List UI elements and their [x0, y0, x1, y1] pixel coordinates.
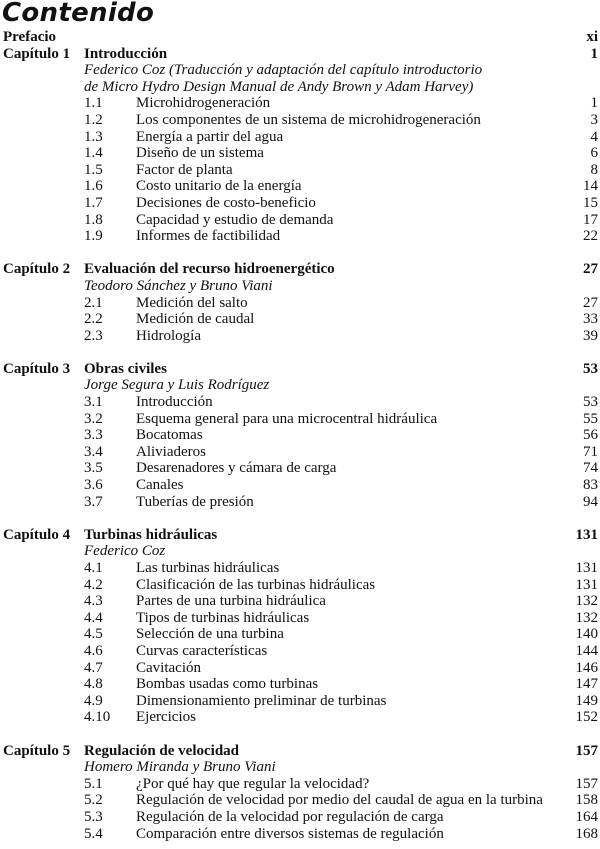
section-title: Aliviaderos	[136, 443, 206, 460]
chapter-label: Capítulo 4	[3, 526, 71, 543]
section-number: 5.4	[84, 825, 103, 842]
author-row	[0, 278, 600, 295]
section-title: ¿Por qué hay que regular la velocidad?	[136, 775, 370, 792]
section-number: 1.5	[84, 161, 103, 178]
section-title: Regulación de la velocidad por regulación de carga	[136, 808, 444, 825]
section-page: 149	[575, 692, 598, 709]
section-title: Clasificación de las turbinas hidráulicas	[136, 576, 376, 593]
section-number: 4.5	[84, 626, 103, 643]
section-number: 4.8	[84, 676, 103, 693]
section-row[interactable]	[0, 129, 600, 146]
section-page: 132	[575, 593, 598, 610]
chapter-title: Obras civiles	[84, 360, 167, 377]
section-page: 14	[583, 178, 598, 195]
section-page: 140	[575, 626, 598, 643]
section-page: 164	[575, 808, 598, 825]
section-page: 39	[583, 327, 598, 344]
section-page: 27	[583, 294, 598, 311]
section-row[interactable]	[0, 709, 600, 726]
chapter-label: Capítulo 1	[3, 45, 71, 62]
table-of-contents	[0, 29, 600, 842]
section-title: Bocatomas	[136, 427, 203, 444]
section-title: Desarenadores y cámara de carga	[136, 460, 337, 477]
section-number: 4.6	[84, 642, 103, 659]
section-page: 6	[590, 145, 598, 162]
section-row[interactable]	[0, 660, 600, 677]
section-number: 3.4	[84, 443, 103, 460]
chapter-authors: Federico Coz (Traducción y adaptación del capítulo introductorio	[84, 62, 483, 79]
section-title: Tipos de turbinas hidráulicas	[136, 609, 310, 626]
chapter-title: Turbinas hidráulicas	[84, 526, 218, 543]
section-number: 1.1	[84, 95, 103, 112]
section-title: Regulación de velocidad por medio del caudal de agua en la turbina	[136, 792, 543, 809]
section-row[interactable]	[0, 427, 600, 444]
section-row[interactable]	[0, 195, 600, 212]
chapter-page: 157	[575, 742, 598, 759]
section-title: Costo unitario de la energía	[136, 178, 302, 195]
section-page: 17	[583, 211, 598, 228]
chapter-authors: Homero Miranda y Bruno Viani	[84, 759, 276, 776]
chapter-label: Capítulo 3	[3, 360, 71, 377]
author-row	[0, 377, 600, 394]
section-page: 15	[583, 194, 598, 211]
section-number: 1.3	[84, 128, 103, 145]
chapter-row[interactable]	[0, 743, 600, 760]
section-row[interactable]	[0, 162, 600, 179]
section-number: 5.1	[84, 775, 103, 792]
section-page: 147	[575, 676, 598, 693]
section-title: Medición de caudal	[136, 311, 255, 328]
spacer	[0, 510, 600, 527]
section-page: 131	[575, 560, 598, 576]
section-title: Capacidad y estudio de demanda	[136, 211, 334, 228]
section-page: 158	[575, 792, 598, 809]
author-row	[0, 543, 600, 560]
chapter-label: Capítulo 2	[3, 261, 71, 278]
chapter-page: 27	[583, 261, 598, 278]
chapter-title: Evaluación del recurso hidroenergético	[84, 261, 335, 278]
section-row[interactable]	[0, 311, 600, 328]
section-row[interactable]	[0, 212, 600, 229]
chapter-row[interactable]	[0, 527, 600, 544]
section-title: Los componentes de un sistema de microhidrogeneración	[136, 111, 481, 128]
section-page: 168	[575, 825, 598, 842]
section-title: Decisiones de costo-beneficio	[136, 194, 316, 211]
section-number: 2.3	[84, 327, 103, 344]
chapter-authors: de Micro Hydro Design Manual de Andy Brown y Adam Harvey)	[84, 78, 474, 95]
preface-page: xi	[586, 29, 598, 45]
author-row	[0, 62, 600, 79]
page-title: Contenido	[2, 0, 155, 28]
section-title: Energía a partir del agua	[136, 128, 284, 145]
section-page: 8	[590, 161, 598, 178]
section-page: 56	[583, 427, 598, 444]
section-page: 22	[583, 228, 598, 245]
section-page: 144	[575, 642, 598, 659]
chapter-page: 1	[590, 45, 598, 62]
section-title: Microhidrogeneración	[136, 95, 271, 112]
section-page: 33	[583, 311, 598, 328]
section-number: 3.1	[84, 394, 103, 411]
section-title: Informes de factibilidad	[136, 228, 281, 245]
section-row[interactable]	[0, 411, 600, 428]
section-page: 3	[590, 111, 598, 128]
section-number: 3.3	[84, 427, 103, 444]
chapter-page: 53	[583, 360, 598, 377]
chapter-title: Regulación de velocidad	[84, 742, 240, 759]
section-row[interactable]	[0, 676, 600, 693]
section-page: 71	[583, 443, 598, 460]
section-row[interactable]	[0, 95, 600, 112]
section-row[interactable]	[0, 228, 600, 245]
section-number: 4.3	[84, 593, 103, 610]
section-page: 74	[583, 460, 598, 477]
section-title: Hidrología	[136, 327, 201, 344]
spacer	[0, 344, 600, 361]
section-title: Cavitación	[136, 659, 201, 676]
section-title: Canales	[136, 477, 184, 494]
section-title: Factor de planta	[136, 161, 233, 178]
section-number: 1.9	[84, 228, 103, 245]
section-number: 3.2	[84, 410, 103, 427]
section-title: Introducción	[136, 394, 213, 411]
section-row[interactable]	[0, 444, 600, 461]
section-page: 55	[583, 410, 598, 427]
section-number: 1.4	[84, 145, 103, 162]
section-page: 94	[583, 493, 598, 510]
section-title: Medición del salto	[136, 294, 248, 311]
section-title: Ejercicios	[136, 709, 196, 726]
section-page: 83	[583, 477, 598, 494]
section-row[interactable]	[0, 178, 600, 195]
section-number: 3.7	[84, 493, 103, 510]
section-number: 3.6	[84, 477, 103, 494]
spacer	[0, 726, 600, 743]
section-row[interactable]	[0, 295, 600, 312]
section-row[interactable]	[0, 792, 600, 809]
chapter-title: Introducción	[84, 45, 168, 62]
spacer	[0, 245, 600, 262]
section-number: 4.2	[84, 576, 103, 593]
section-title: Dimensionamiento preliminar de turbinas	[136, 692, 387, 709]
section-title: Las turbinas hidráulicas	[136, 560, 280, 576]
section-row[interactable]	[0, 610, 600, 627]
section-title: Bombas usadas como turbinas	[136, 676, 319, 693]
section-number: 2.2	[84, 311, 103, 328]
section-title: Comparación entre diversos sistemas de regulación	[136, 825, 444, 842]
section-number: 4.10	[84, 709, 111, 726]
section-page: 4	[590, 128, 598, 145]
chapter-page: 131	[575, 526, 598, 543]
section-page: 146	[575, 659, 598, 676]
section-page: 132	[575, 609, 598, 626]
section-row[interactable]	[0, 560, 600, 577]
section-page: 1	[590, 95, 598, 112]
section-row[interactable]	[0, 577, 600, 594]
chapter-authors: Jorge Segura y Luis Rodríguez	[84, 377, 270, 394]
section-row[interactable]	[0, 643, 600, 660]
section-number: 1.6	[84, 178, 103, 195]
section-title: Selección de una turbina	[136, 626, 284, 643]
section-number: 4.9	[84, 692, 103, 709]
section-row[interactable]	[0, 626, 600, 643]
section-row[interactable]	[0, 328, 600, 345]
section-number: 4.4	[84, 609, 103, 626]
preface-label: Prefacio	[3, 29, 57, 45]
section-number: 1.2	[84, 111, 103, 128]
section-number: 3.5	[84, 460, 103, 477]
section-number: 4.7	[84, 659, 103, 676]
section-page: 131	[575, 576, 598, 593]
section-page: 53	[583, 394, 598, 411]
chapter-row[interactable]	[0, 361, 600, 378]
section-row[interactable]	[0, 826, 600, 843]
author-row	[0, 759, 600, 776]
section-row[interactable]	[0, 477, 600, 494]
section-row[interactable]	[0, 112, 600, 129]
chapter-row[interactable]	[0, 261, 600, 278]
section-row[interactable]	[0, 809, 600, 826]
chapter-label: Capítulo 5	[3, 742, 71, 759]
section-number: 2.1	[84, 294, 103, 311]
chapter-row[interactable]	[0, 46, 600, 63]
section-page: 152	[575, 709, 598, 726]
section-number: 4.1	[84, 560, 103, 576]
section-number: 5.2	[84, 792, 103, 809]
section-title: Tuberías de presión	[136, 493, 254, 510]
section-number: 5.3	[84, 808, 103, 825]
section-row[interactable]	[0, 593, 600, 610]
section-title: Esquema general para una microcentral hidráulica	[136, 410, 438, 427]
chapter-authors: Federico Coz	[84, 543, 166, 560]
section-row[interactable]	[0, 776, 600, 793]
section-row[interactable]	[0, 693, 600, 710]
section-row[interactable]	[0, 145, 600, 162]
section-title: Partes de una turbina hidráulica	[136, 593, 326, 610]
section-title: Curvas características	[136, 642, 268, 659]
section-row[interactable]	[0, 460, 600, 477]
chapter-authors: Teodoro Sánchez y Bruno Viani	[84, 277, 273, 294]
author-row	[0, 79, 600, 96]
section-number: 1.8	[84, 211, 103, 228]
section-title: Diseño de un sistema	[136, 145, 264, 162]
section-page: 157	[575, 775, 598, 792]
section-row[interactable]	[0, 394, 600, 411]
section-number: 1.7	[84, 194, 103, 211]
preface-row[interactable]	[0, 29, 600, 46]
section-row[interactable]	[0, 494, 600, 511]
